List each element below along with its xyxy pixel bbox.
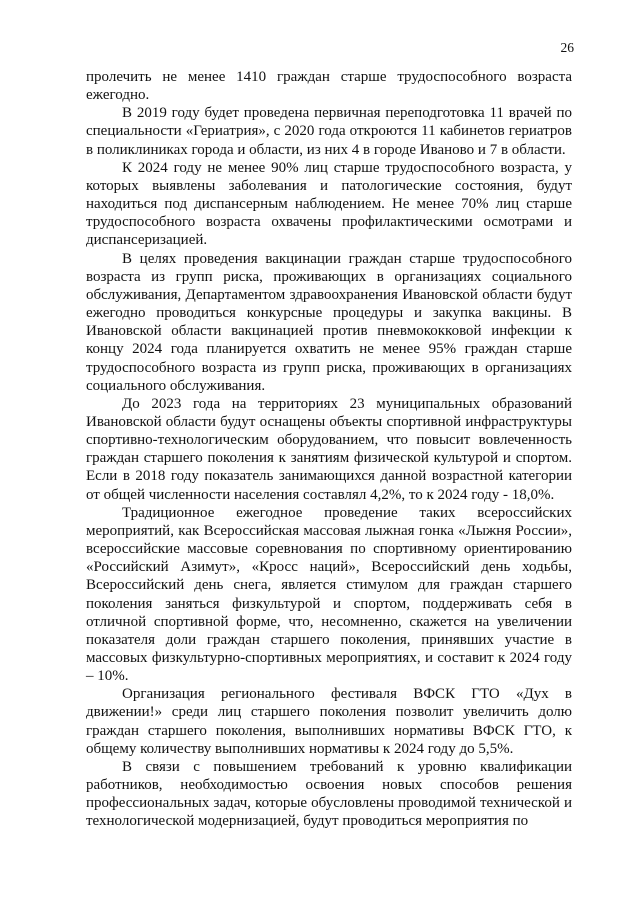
page-number: 26 [560,40,574,55]
paragraph-continuation: пролечить не менее 1410 граждан старше трудоспособного возраста ежегодно. [86,69,572,104]
paragraph-qualification: В связи с повышением требований к уровню квалификации работников, необходимостью освоения новых способов решения профессиональных задач, которые обусловлены проводимой технической и технологической модернизацией, будут проводиться мероприятия по [86,758,572,830]
paragraph-sports-events: Традиционное ежегодное проведение таких всероссийских мероприятий, как Всероссийская массовая лыжная гонка «Лыжня России», всероссийские массовые соревнования по спортивному ориентированию «Российский Азимут», «Кросс наций», Всероссийский день ходьбы, Всероссийский день снега, является стимулом для граждан старшего поколения заняться физкультурой и спортом, поддерживать себя в отличной спортивной форме, что, несомненно, скажется на увеличении показателя доли граждан старшего поколения, принявших участие в массовых физкультурно-спортивных мероприятиях, и составит к 2024 году – 10%. [86,504,572,685]
document-body [86,68,572,831]
paragraph-geriatrics-training: В 2019 году будет проведена первичная переподготовка 11 врачей по специальности «Гериатрия», с 2020 года откроются 11 кабинетов гериатров в поликлиниках города и области, из них 4 в городе Иваново и 7 в области. [86,105,572,158]
paragraph-dispensary-observation: К 2024 году не менее 90% лиц старше трудоспособного возраста, у которых выявлены заболевания и патологические состояния, будут находиться под диспансерным наблюдением. Не менее 70% лиц старше трудоспособного возраста охвачены профилактическими осмотрами и диспансеризацией. [86,159,572,249]
paragraph-sports-infrastructure: До 2023 года на территориях 23 муниципальных образований Ивановской области будут оснащены объекты спортивной инфраструктуры спортивно-технологическим оборудованием, что повысит вовлеченность граждан старшего поколения к занятиям физической культурой и спортом. Если в 2018 году показатель занимающихся данной возрастной категории от общей численности населения составлял 4,2%, то к 2024 году - 18,0%. [86,395,572,503]
paragraph-gto-festival: Организация регионального фестиваля ВФСК ГТО «Дух в движении!» среди лиц старшего поколения позволит увеличить долю граждан старшего поколения, выполнивших нормативы ВФСК ГТО, к общему количеству выполнивших нормативы к 2024 году до 5,5%. [86,686,572,757]
paragraph-vaccination: В целях проведения вакцинации граждан старше трудоспособного возраста из групп риска, проживающих в организациях социального обслуживания, Департаментом здравоохранения Ивановской области будут ежегодно проводиться конкурсные процедуры и закупка вакцины. В Ивановской области вакцинацией против пневмококковой инфекции к концу 2024 года планируется охватить не менее 95% граждан старше трудоспособного возраста из групп риска, проживающих в организациях социального обслуживания. [86,250,572,394]
